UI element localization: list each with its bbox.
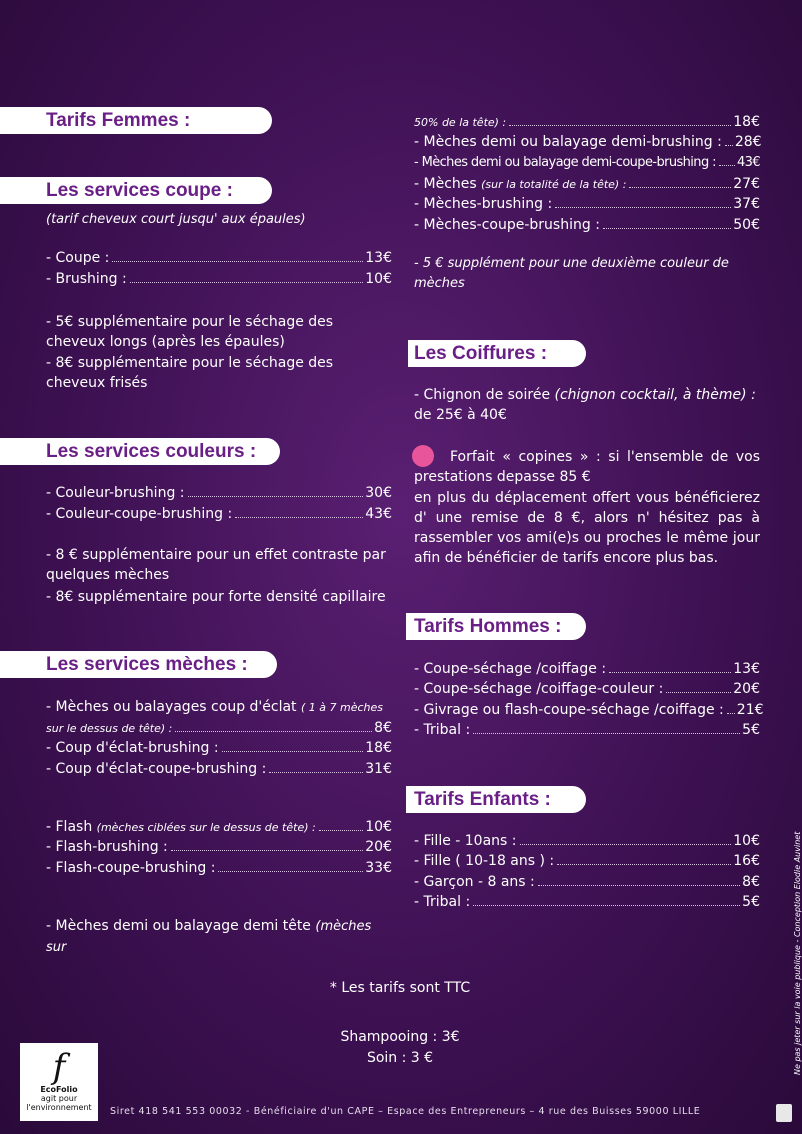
ecofolio-text: agit pour l'environnement (26, 1094, 92, 1112)
chignon-price: de 25€ à 40€ (414, 407, 507, 423)
price-row-enfant-tribal: - Tribal : 5€ (414, 894, 760, 910)
note-cheveux-frises: - 8€ supplémentaire pour le séchage des cheveux frisés (46, 355, 334, 391)
tarifs-ttc-note: * Les tarifs sont TTC (329, 980, 471, 996)
services-couleurs-heading: Les services couleurs : (0, 438, 280, 465)
price-row-eclat: sur le dessus de tête) : 8€ (46, 720, 392, 736)
price-row-demi: 50% de la tête) : 18€ (414, 114, 760, 130)
eclat-row: - Mèches ou balayages coup d'éclat ( 1 à 7 mèches (46, 699, 384, 715)
tarifs-femmes-heading: Tarifs Femmes : (0, 107, 272, 134)
tarifs-hommes-heading: Tarifs Hommes : (406, 613, 586, 640)
price-row-eclat-brushing: - Coup d'éclat-brushing : 18€ (46, 740, 392, 756)
price-row-meches-brushing: - Mèches-brushing : 37€ (414, 196, 760, 212)
price-row-homme-couleur: - Coupe-séchage /coiffage-couleur : 20€ (414, 681, 760, 697)
price-row-homme-tribal: - Tribal : 5€ (414, 722, 760, 738)
ecofolio-logo (20, 1043, 98, 1121)
price-row-demi-brushing: - Mèches demi ou balayage demi-brushing : 28€ (414, 134, 762, 150)
ecofolio-brand: EcoFolio (40, 1085, 78, 1094)
coiffures-heading: Les Coiffures : (408, 340, 586, 367)
price-row-brushing: - Brushing : 10€ (46, 271, 392, 287)
price-row-meches-coupe-brushing: - Mèches-coupe-brushing : 50€ (414, 217, 760, 233)
price-row-flash: - Flash (mèches ciblées sur le dessus de tête) : 10€ (46, 819, 392, 835)
note-densite: - 8€ supplémentaire pour forte densité capillaire (46, 589, 386, 605)
ecofolio-mark-icon: f (52, 1047, 66, 1087)
price-row-fille-10-18: - Fille ( 10-18 ans ) : 16€ (414, 853, 760, 869)
soin-price: Soin : 3 € (366, 1050, 434, 1066)
coupe-subtitle: (tarif cheveux court jusqu' aux épaules) (46, 212, 306, 227)
cape-logo-icon (776, 1104, 792, 1122)
price-row-coupe: - Coupe : 13€ (46, 250, 392, 266)
demi-row: - Mèches demi ou balayage demi tête (mèches sur (46, 918, 372, 955)
price-row-flash-brushing: - Flash-brushing : 20€ (46, 839, 392, 855)
vertical-credit: Ne pas jeter sur la voie publique - Conception Elodie Auvinet (793, 831, 802, 1075)
note-deuxieme-couleur: - 5 € supplément pour une deuxième couleur de mèches (414, 256, 729, 291)
shampooing-soin (0, 1027, 800, 1069)
forfait-details: en plus du déplacement offert vous bénéficierez d' une remise de 8 €, alors n' hésitez pas à rassembler vos ami(e)s ou proches le même jour afin de bénéficier de tarifs encore plus bas. (414, 490, 760, 566)
note-effet-contraste: - 8 € supplémentaire pour un effet contraste par quelques mèches (46, 547, 386, 583)
price-row-homme-givrage: - Givrage ou flash-coupe-séchage /coiffage : 21€ (414, 702, 764, 718)
price-row-eclat-coupe-brushing: - Coup d'éclat-coupe-brushing : 31€ (46, 761, 392, 777)
note-cheveux-longs: - 5€ supplémentaire pour le séchage des cheveux longs (après les épaules) (46, 314, 334, 350)
siret-footer: Siret 418 541 553 00032 - Bénéficiaire d'un CAPE – Espace des Entrepreneurs – 4 rue des Buisses 59000 LILLE (110, 1106, 701, 1117)
copines-badge-icon (412, 445, 434, 467)
tarifs-enfants-heading: Tarifs Enfants : (406, 786, 586, 813)
price-row-demi-coupe-brushing: - Mèches demi ou balayage demi-coupe-brushing : 43€ (414, 155, 760, 170)
price-row-couleur-coupe-brushing: - Couleur-coupe-brushing : 43€ (46, 506, 392, 522)
price-row-meches-total: - Mèches (sur la totalité de la tête) : 27€ (414, 176, 760, 192)
services-meches-heading: Les services mèches : (0, 651, 277, 678)
chignon-row: - Chignon de soirée (chignon cocktail, à thème) : (414, 387, 756, 403)
price-row-fille-10: - Fille - 10ans : 10€ (414, 833, 760, 849)
forfait-copines: Forfait « copines » : si l'ensemble de vos prestations depasse 85 € (414, 449, 760, 485)
services-coupe-heading: Les services coupe : (0, 177, 272, 204)
shampooing-price: Shampooing : 3€ (340, 1029, 460, 1045)
price-row-flash-coupe-brushing: - Flash-coupe-brushing : 33€ (46, 860, 392, 876)
price-row-garcon: - Garçon - 8 ans : 8€ (414, 874, 760, 890)
price-row-couleur-brushing: - Couleur-brushing : 30€ (46, 485, 392, 501)
price-row-homme-coupe: - Coupe-séchage /coiffage : 13€ (414, 661, 760, 677)
